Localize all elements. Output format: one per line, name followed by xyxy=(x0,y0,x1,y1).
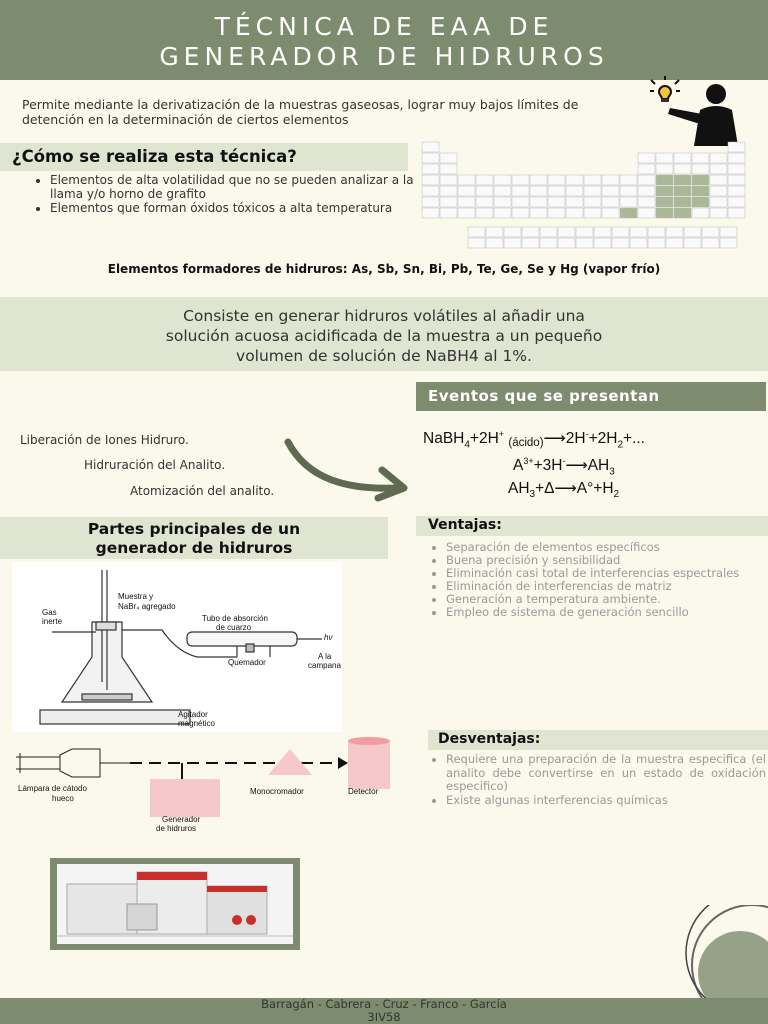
periodic-cell xyxy=(548,197,565,207)
periodic-cell xyxy=(504,227,521,237)
periodic-cell xyxy=(512,186,529,196)
disadvantages-list xyxy=(426,753,766,807)
periodic-cell xyxy=(728,197,745,207)
list-item: • Eliminación casi total de interferencias espectrales xyxy=(446,567,761,580)
list-item: • Requiere una preparación de la muestra especifica (el analito debe convertirse en un estado de oxidación especifico) xyxy=(446,753,766,794)
periodic-cell xyxy=(702,227,719,237)
periodic-cell xyxy=(440,197,457,207)
periodic-cell xyxy=(728,153,745,163)
title-line-2: GENERADOR DE HIDRUROS xyxy=(159,42,609,71)
periodic-cell xyxy=(692,153,709,163)
periodic-cell xyxy=(612,227,629,237)
periodic-cell xyxy=(494,208,511,218)
periodic-cell xyxy=(522,227,539,237)
periodic-cell xyxy=(674,208,691,218)
parts-title-line-2: generador de hidruros xyxy=(95,539,293,557)
periodic-cell xyxy=(422,208,439,218)
instrument-photo xyxy=(50,858,300,950)
footer-group: 3IV58 xyxy=(367,1010,401,1024)
periodic-cell xyxy=(620,197,637,207)
label-tube: Tubo de absorción xyxy=(202,614,268,623)
periodic-cell xyxy=(674,175,691,185)
periodic-cell xyxy=(440,186,457,196)
periodic-cell xyxy=(684,227,701,237)
concept-panel xyxy=(0,297,768,371)
periodic-cell xyxy=(512,197,529,207)
label-stirrer-2: magnético xyxy=(178,719,215,728)
list-item: • Generación a temperatura ambiente. xyxy=(446,593,761,606)
periodic-cell xyxy=(422,142,439,152)
label-tube-2: de cuarzo xyxy=(216,623,252,632)
decorative-circles xyxy=(640,905,768,998)
periodic-cell xyxy=(422,164,439,174)
periodic-cell xyxy=(692,197,709,207)
event-step-2: Hidruración del Analito. xyxy=(84,458,226,472)
title-line-1: TÉCNICA DE EAA DE xyxy=(214,12,554,41)
periodic-cell xyxy=(576,227,593,237)
periodic-cell xyxy=(656,208,673,218)
idea-person-icon xyxy=(650,74,762,146)
label-lamp: Lámpara de cátodo xyxy=(18,784,87,793)
periodic-cell xyxy=(692,186,709,196)
label-sample-2: NaBr₄ agregado xyxy=(118,602,176,611)
periodic-cell xyxy=(494,197,511,207)
label-hv: hν xyxy=(324,633,333,642)
periodic-cell xyxy=(548,208,565,218)
event-step-3: Atomización del analito. xyxy=(130,484,275,498)
list-item: • Buena precisión y sensibilidad xyxy=(446,554,761,567)
disadvantages-title: Desventajas: xyxy=(438,731,541,747)
periodic-cell xyxy=(584,186,601,196)
periodic-cell xyxy=(620,175,637,185)
how-section-title: ¿Cómo se realiza esta técnica? xyxy=(12,147,297,166)
periodic-cell xyxy=(638,153,655,163)
periodic-cell xyxy=(594,227,611,237)
periodic-cell xyxy=(602,197,619,207)
periodic-cell xyxy=(692,164,709,174)
periodic-cell xyxy=(422,197,439,207)
how-section-header xyxy=(0,143,408,171)
list-item: • Elementos que forman óxidos tóxicos a alta temperatura xyxy=(50,201,420,215)
event-step-1: Liberación de Iones Hidruro. xyxy=(20,433,189,447)
equation-2: $A^{3+}+3H^-⟶AH_3$ xyxy=(513,456,615,478)
intro-text: Permite mediante la derivatización de la muestras gaseosas, lograr muy bajos límites de detención en la determinación de ciertos elementos xyxy=(22,97,579,127)
periodic-cell xyxy=(674,186,691,196)
hydride-elements-text: Elementos formadores de hidruros: As, Sb, Sn, Bi, Pb, Te, Ge, Se y Hg (vapor frío) xyxy=(107,262,661,276)
periodic-cell xyxy=(674,164,691,174)
periodic-cell xyxy=(630,238,647,248)
periodic-cell xyxy=(656,164,673,174)
periodic-cell xyxy=(728,164,745,174)
periodic-cell xyxy=(710,208,727,218)
list-item: • Eliminación de interferencias de matriz xyxy=(446,580,761,593)
equation-1: NaBH$_4$+2H+ $(ácido)⟶2H^-+2H_2+$... xyxy=(423,429,645,451)
block-diagram xyxy=(0,735,410,845)
disadvantages-header xyxy=(428,730,768,750)
header-banner xyxy=(0,0,768,80)
periodic-cell xyxy=(710,186,727,196)
periodic-cell xyxy=(728,186,745,196)
periodic-cell xyxy=(728,175,745,185)
label-lamp-2: hueco xyxy=(52,794,74,803)
periodic-cell xyxy=(468,227,485,237)
list-item: • Separación de elementos específicos xyxy=(446,541,761,554)
periodic-cell xyxy=(638,208,655,218)
periodic-cell xyxy=(674,197,691,207)
periodic-cell xyxy=(540,227,557,237)
periodic-cell xyxy=(656,153,673,163)
periodic-cell xyxy=(530,186,547,196)
periodic-cell xyxy=(710,164,727,174)
periodic-cell xyxy=(476,208,493,218)
periodic-cell xyxy=(558,227,575,237)
periodic-cell xyxy=(504,238,521,248)
periodic-cell xyxy=(422,153,439,163)
periodic-cell xyxy=(458,186,475,196)
periodic-cell xyxy=(548,186,565,196)
label-detector: Detector xyxy=(348,787,379,796)
periodic-cell xyxy=(548,175,565,185)
periodic-cell xyxy=(710,197,727,207)
periodic-cell xyxy=(558,238,575,248)
periodic-cell xyxy=(620,208,637,218)
label-burner: Quemador xyxy=(228,658,266,667)
periodic-cell xyxy=(710,153,727,163)
instrument-drawing xyxy=(57,864,293,944)
periodic-cell xyxy=(522,238,539,248)
periodic-cell xyxy=(494,186,511,196)
periodic-cell xyxy=(512,208,529,218)
periodic-cell xyxy=(476,186,493,196)
concept-line-1: Consiste en generar hidruros volátiles al añadir una xyxy=(183,307,585,325)
periodic-cell xyxy=(648,238,665,248)
periodic-cell xyxy=(458,175,475,185)
acid-label: (ácido) xyxy=(508,437,544,450)
periodic-cell xyxy=(576,238,593,248)
periodic-cell xyxy=(638,175,655,185)
periodic-cell xyxy=(648,227,665,237)
periodic-cell xyxy=(486,227,503,237)
periodic-cell xyxy=(476,197,493,207)
advantages-title: Ventajas: xyxy=(428,517,502,533)
periodic-cell xyxy=(656,175,673,185)
list-item: • Empleo de sistema de generación sencillo xyxy=(446,606,761,619)
periodic-cell xyxy=(684,238,701,248)
concept-line-3: volumen de solución de NaBH4 al 1%. xyxy=(236,347,532,365)
periodic-cell xyxy=(584,197,601,207)
periodic-cell xyxy=(440,153,457,163)
periodic-cell xyxy=(566,197,583,207)
periodic-cell xyxy=(422,175,439,185)
periodic-cell xyxy=(440,175,457,185)
periodic-cell xyxy=(584,208,601,218)
periodic-cell xyxy=(602,208,619,218)
periodic-cell xyxy=(494,175,511,185)
apparatus-diagram xyxy=(12,562,342,732)
periodic-cell xyxy=(702,238,719,248)
periodic-cell xyxy=(422,186,439,196)
periodic-cell xyxy=(602,186,619,196)
label-hood-2: campana xyxy=(308,661,341,670)
periodic-cell xyxy=(656,197,673,207)
periodic-cell xyxy=(728,208,745,218)
periodic-cell xyxy=(584,175,601,185)
label-hood: A la xyxy=(318,652,332,661)
periodic-cell xyxy=(638,186,655,196)
periodic-cell xyxy=(612,238,629,248)
parts-header xyxy=(0,517,388,559)
footer-bar xyxy=(0,998,768,1024)
periodic-table-grid xyxy=(420,140,760,250)
equation-3: $AH_3+\Delta⟶A^\circ+H_2$ xyxy=(508,480,620,501)
periodic-cell xyxy=(656,186,673,196)
periodic-cell xyxy=(458,208,475,218)
footer-authors: Barragán - Cabrera - Cruz - Franco - García xyxy=(261,997,507,1011)
periodic-cell xyxy=(530,197,547,207)
periodic-cell xyxy=(630,227,647,237)
events-header xyxy=(416,382,766,411)
periodic-cell xyxy=(674,153,691,163)
how-list xyxy=(30,173,420,215)
periodic-cell xyxy=(458,197,475,207)
periodic-cell xyxy=(530,175,547,185)
concept-line-2: solución acuosa acidificada de la muestra a un pequeño xyxy=(165,327,603,345)
periodic-cell xyxy=(666,227,683,237)
periodic-cell xyxy=(710,175,727,185)
periodic-table-image xyxy=(420,140,760,250)
periodic-cell xyxy=(692,208,709,218)
advantages-list xyxy=(426,541,761,619)
list-item: • Existe algunas interferencias químicas xyxy=(446,794,766,808)
periodic-cell xyxy=(530,208,547,218)
label-generator: Generador xyxy=(162,815,201,824)
periodic-cell xyxy=(486,238,503,248)
periodic-cell xyxy=(692,175,709,185)
label-monochromator: Monocromador xyxy=(250,787,304,796)
curved-arrow-icon xyxy=(278,430,408,505)
periodic-cell xyxy=(720,227,737,237)
periodic-cell xyxy=(638,197,655,207)
periodic-cell xyxy=(602,175,619,185)
list-item: • Elementos de alta volatilidad que no se pueden analizar a la llama y/o horno de grafito xyxy=(50,173,420,201)
label-gas: Gas xyxy=(42,608,57,617)
periodic-cell xyxy=(440,164,457,174)
periodic-cell xyxy=(540,238,557,248)
periodic-cell xyxy=(566,208,583,218)
apparatus-drawing xyxy=(12,562,342,732)
periodic-cell xyxy=(468,238,485,248)
periodic-cell xyxy=(594,238,611,248)
periodic-cell xyxy=(476,175,493,185)
label-generator-2: de hidruros xyxy=(156,824,197,833)
label-sample: Muestra y xyxy=(118,592,154,601)
periodic-cell xyxy=(512,175,529,185)
periodic-cell xyxy=(666,238,683,248)
label-stirrer: Agitador xyxy=(178,710,208,719)
periodic-cell xyxy=(638,164,655,174)
periodic-cell xyxy=(620,186,637,196)
parts-title-line-1: Partes principales de un xyxy=(87,520,301,538)
events-title: Eventos que se presentan xyxy=(428,387,660,405)
periodic-cell xyxy=(728,142,745,152)
periodic-cell xyxy=(720,238,737,248)
periodic-cell xyxy=(566,175,583,185)
advantages-header xyxy=(416,516,768,536)
label-gas-2: inerte xyxy=(42,617,63,626)
periodic-cell xyxy=(440,208,457,218)
periodic-cell xyxy=(566,186,583,196)
